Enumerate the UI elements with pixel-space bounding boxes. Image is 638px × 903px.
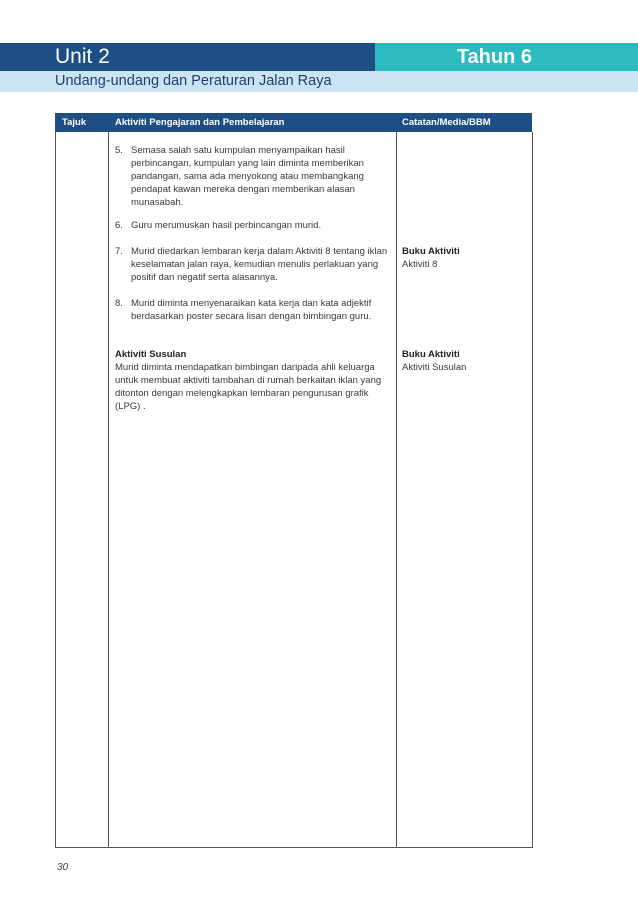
year-title: Tahun 6 (456, 46, 532, 68)
note-text: Aktiviti 8 (402, 259, 438, 270)
followup-text: Murid diminta mendapatkan bimbingan daripada ahli keluarga untuk membuat aktiviti tambahan di rumah berkaitan iklan yang ditonton dengan melengkapkan lembaran pengurusan grafik (LPG) . (115, 362, 382, 412)
item-text: Guru merumuskan hasil perbincangan murid. (131, 220, 322, 231)
item-text: Murid diedarkan lembaran kerja dalam Aktiviti 8 tentang iklan keselamatan jalan raya, kemudian menulis perlakuan yang positif dan negatif serta alasannya. (131, 246, 388, 283)
column-header-activity: Aktiviti Pengajaran dan Pembelajaran (115, 117, 285, 128)
followup-activity (115, 348, 385, 413)
item-text: Semasa salah satu kumpulan menyampaikan hasil perbincangan, kumpulan yang lain diminta memberikan pandangan, sama ada menyokong atau membangkang pendapat kawan mereka dengan memberikan alasan munasabah. (131, 145, 364, 208)
followup-title: Aktiviti Susulan (115, 349, 187, 360)
column-header-tajuk: Tajuk (62, 117, 87, 128)
item-number: 8. (115, 298, 123, 309)
list-item (115, 219, 395, 232)
list-item (115, 144, 395, 209)
item-text: Murid diminta menyenaraikan kata kerja dan kata adjektif berdasarkan poster secara lisan dengan bimbingan guru. (131, 298, 372, 322)
column-divider (108, 132, 109, 848)
item-number: 7. (115, 246, 123, 257)
note-entry (402, 245, 527, 271)
column-divider (396, 132, 397, 848)
note-text: Aktiviti Susulan (402, 362, 467, 373)
unit-title: Unit 2 (55, 45, 110, 68)
note-title: Buku Aktiviti (402, 349, 460, 360)
item-number: 6. (115, 220, 123, 231)
page-subtitle: Undang-undang dan Peraturan Jalan Raya (55, 73, 332, 89)
column-header-notes: Catatan/Media/BBM (402, 117, 491, 128)
item-number: 5. (115, 145, 123, 156)
list-item (115, 297, 395, 323)
page-number: 30 (57, 862, 69, 873)
note-entry (402, 348, 527, 374)
note-title: Buku Aktiviti (402, 246, 460, 257)
list-item (115, 245, 395, 284)
table-body (55, 132, 533, 848)
